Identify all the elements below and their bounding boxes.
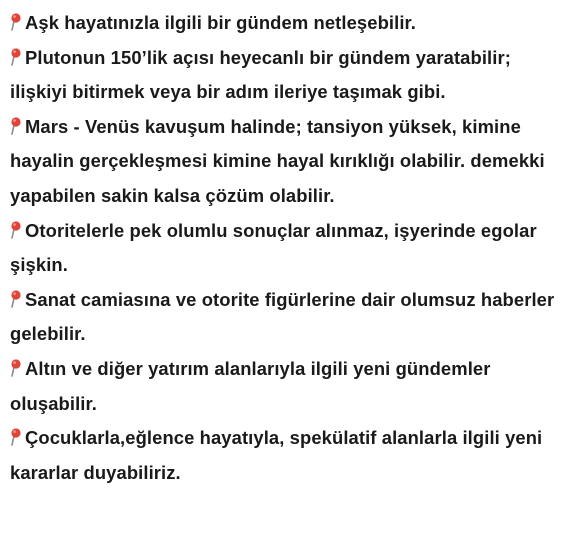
round-pushpin-icon xyxy=(10,221,22,239)
item-text: Aşk hayatınızla ilgili bir gündem netleşebilir. xyxy=(25,12,417,33)
round-pushpin-icon xyxy=(10,117,22,135)
round-pushpin-icon xyxy=(10,428,22,446)
item-text: Çocuklarla,eğlence hayatıyla, spekülatif alanlarla ilgili yeni kararlar duyabiliriz. xyxy=(10,427,543,483)
list-item xyxy=(10,41,560,110)
list-item xyxy=(10,283,560,352)
list-item xyxy=(10,421,560,490)
list-item xyxy=(10,214,560,283)
round-pushpin-icon xyxy=(10,48,22,66)
item-text: Plutonun 150’lik açısı heyecanlı bir gündem yaratabilir; ilişkiyi bitirmek veya bir adım ileriye taşımak gibi. xyxy=(10,46,511,103)
item-text: Mars - Venüs kavuşum halinde; tansiyon yüksek, kimine hayalin gerçekleşmesi kimine hayal kırıklığı olabilir. demekki yapabilen sakin kalsa çözüm olabilir. xyxy=(10,115,545,206)
round-pushpin-icon xyxy=(10,13,22,31)
item-text: Altın ve diğer yatırım alanlarıyla ilgili yeni gündemler oluşabilir. xyxy=(10,357,491,414)
item-text: Sanat camiasına ve otorite figürlerine dair olumsuz haberler gelebilir. xyxy=(10,288,555,345)
list-item xyxy=(10,352,560,421)
item-text: Otoritelerle pek olumlu sonuçlar alınmaz, işyerinde egolar şişkin. xyxy=(10,219,537,276)
round-pushpin-icon xyxy=(10,290,22,308)
list-item xyxy=(10,6,560,41)
list-item xyxy=(10,110,560,214)
round-pushpin-icon xyxy=(10,359,22,377)
